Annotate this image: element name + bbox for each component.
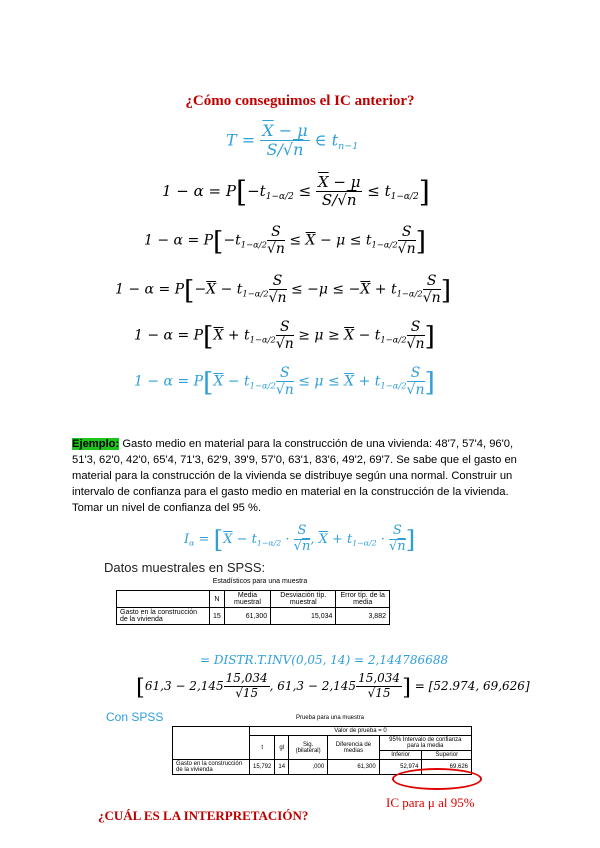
table2-corner [173, 727, 250, 760]
table2-header: t [250, 736, 275, 760]
table2-caption: Prueba para una muestra [295, 715, 365, 721]
equation-step-4: $1 - \alpha = P[\overline{X} + t_{1-\alpha/2}$ $\frac{S}{√n}$ ≥ $\mu \ge \overline{X} - t_{1-\alpha/2}$ $\frac{S}{√n}$ ] [134, 319, 435, 353]
ic-note: IC para μ al 95% [386, 795, 475, 810]
table2-group-header: Valor de prueba = 0 [250, 727, 472, 736]
table2-row-label: Gasto en la construcción de la vivienda [173, 760, 250, 775]
page-title: ¿Cómo conseguimos el IC anterior? [185, 93, 415, 109]
ci-highlight-oval [392, 768, 482, 790]
table1-header: N [210, 591, 225, 608]
example-label: Ejemplo: [72, 438, 120, 450]
table1-header: Media muestral [224, 591, 270, 608]
table1-cell: 61,300 [224, 608, 270, 625]
interval-formula: $I_\alpha = [\overline{X} - t_{1-\alpha/2}$ · $\frac{S}{√n}$ , $\overline{X} + t_{1-\alpha/2}$ · $\frac{S}{√n}$ ] [184, 523, 416, 554]
table1-caption: Estadísticos para una muestra [212, 578, 308, 585]
distr-t-inv-formula: = DISTR.T.INV(0,05, 14) = 2,144786688 [200, 653, 449, 667]
table2-header: Superior [422, 751, 472, 760]
equation-confidence-interval: $1 - \alpha = P[\overline{X} - t_{1-\alpha/2}$ $\frac{S}{√n}$ ≤ $\mu \le \overline{X} + t_{1-\alpha/2}$ $\frac{S}{√n}$ ] [134, 365, 435, 399]
table2-cell: 61,300 [328, 760, 379, 775]
table1-corner [117, 591, 210, 608]
equation-step-2: $1 - \alpha = P[-t_{1-\alpha/2}$ $\frac{S}{√n}$ ≤ $\overline{X} - \mu \le t_{1-\alpha/2}$ $\frac{S}{√n}$ ] [144, 224, 427, 258]
table2-cell-lower: 52,974 [379, 760, 422, 775]
spss-label: Con SPSS [106, 710, 164, 724]
table2-header: gl [275, 736, 289, 760]
table2-cell: ,000 [289, 760, 328, 775]
table1-header: Desviación típ. muestral [271, 591, 336, 608]
interpretation-question: ¿CUÁL ES LA INTERPRETACIÓN? [98, 808, 309, 823]
table1-cell: 15,034 [271, 608, 336, 625]
interval-calculation: [61,3 − 2,145 $\frac{15,034}{√15}$ , 61,3 − 2,145 $\frac{15,034}{√15}$ ] = [52.974, 69,626] [136, 671, 530, 701]
table2-cell: 15,792 [250, 760, 275, 775]
table2-cell-upper: 69,626 [422, 760, 472, 775]
table1-cell: 15 [210, 608, 225, 625]
table2-header: Diferencia de medias [328, 736, 379, 760]
example-paragraph [72, 436, 520, 516]
table2-ci-header: 95% Intervalo de confianza para la media [379, 736, 471, 751]
spss-sample-data-label: Datos muestrales en SPSS: [104, 560, 266, 575]
table2-cell: 14 [275, 760, 289, 775]
example-text: Gasto medio en material para la construcción de una vivienda: 48'7, 57'4, 96'0, 51'3, 62'0, 42'0, 65'4, 71'3, 62'9, 39'9, 57'0, 63'1, 83'6, 49'2, 69'7. Se sabe que el gasto en material para la construcción de la vivienda se distribuye según una normal. Construir un intervalo de confianza para el gasto medio en material en la construcción de la vivienda. Tomar un nivel de confianza del 95 %. [72, 438, 517, 514]
table1-cell: 3,882 [336, 608, 390, 625]
table2-header: Inferior [379, 751, 422, 760]
table1-header: Error típ. de la media [336, 591, 390, 608]
equation-step-1: $1 - \alpha = P[-t_{1-\alpha/2}$ ≤ $\frac{\overline{X} - \mu}{S/√n}$ ≤ $t_{1-\alpha/2}$] [162, 173, 430, 210]
equation-step-3: $1 - \alpha = P[-\overline{X} - t_{1-\alpha/2}$ $\frac{S}{√n}$ ≤ $-\mu \le -\overline{X} + t_{1-\alpha/2}$ $\frac{S}{√n}$ ] [115, 273, 452, 307]
equation-t-statistic: T = $\frac{\overline{X} - \mu}{S/√n}$ ∈ $t_{n-1}$ [226, 121, 359, 160]
sample-statistics-table [116, 590, 390, 625]
table-row [117, 608, 390, 625]
table1-row-label: Gasto en la construcción de la vivienda [117, 608, 210, 625]
table2-header: Sig. (bilateral) [289, 736, 328, 760]
